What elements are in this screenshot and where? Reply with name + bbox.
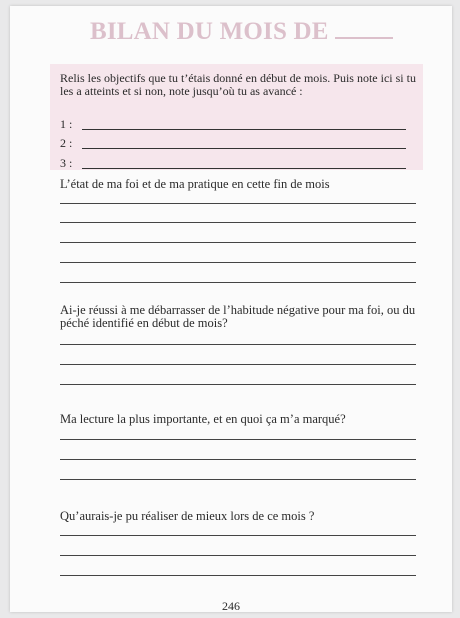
page-title bbox=[90, 18, 393, 46]
writing-line bbox=[60, 282, 416, 283]
writing-line bbox=[60, 364, 416, 365]
question-negative-habit: Ai-je réussi à me débarrasser de l’habitude négative pour ma foi, ou du péché identifié en début de mois? bbox=[60, 303, 416, 330]
writing-line bbox=[60, 535, 416, 536]
writing-line bbox=[60, 242, 416, 243]
page-number: 246 bbox=[222, 599, 240, 613]
writing-line bbox=[60, 575, 416, 576]
objective-row-2 bbox=[60, 135, 406, 151]
page-title-text: BILAN DU MOIS DE bbox=[90, 18, 329, 45]
objective-number: 1 : bbox=[60, 117, 73, 131]
writing-line bbox=[60, 439, 416, 440]
writing-line bbox=[60, 262, 416, 263]
question-important-reading: Ma lecture la plus importante, et en quoi ça m’a marqué? bbox=[60, 412, 346, 426]
writing-line bbox=[60, 384, 416, 385]
question-do-better: Qu’aurais-je pu réaliser de mieux lors de ce mois ? bbox=[60, 509, 315, 523]
writing-line bbox=[60, 459, 416, 460]
question-faith-state: L’état de ma foi et de ma pratique en cette fin de mois bbox=[60, 177, 330, 191]
objective-line bbox=[82, 168, 406, 169]
objectives-box bbox=[50, 64, 423, 170]
objectives-intro: Relis les objectifs que tu t’étais donné en début de mois. Puis note ici si tu les a atteints et si non, note jusqu’où tu as avancé : bbox=[60, 71, 416, 98]
writing-line bbox=[60, 222, 416, 223]
objective-number: 2 : bbox=[60, 136, 73, 150]
title-blank-line bbox=[335, 37, 393, 39]
notebook-page bbox=[10, 6, 452, 612]
objective-row-3 bbox=[60, 155, 406, 171]
writing-line bbox=[60, 203, 416, 204]
writing-line bbox=[60, 479, 416, 480]
objective-line bbox=[82, 148, 406, 149]
objective-line bbox=[82, 129, 406, 130]
writing-line bbox=[60, 555, 416, 556]
objective-number: 3 : bbox=[60, 156, 73, 170]
objective-row-1 bbox=[60, 116, 406, 132]
writing-line bbox=[60, 344, 416, 345]
